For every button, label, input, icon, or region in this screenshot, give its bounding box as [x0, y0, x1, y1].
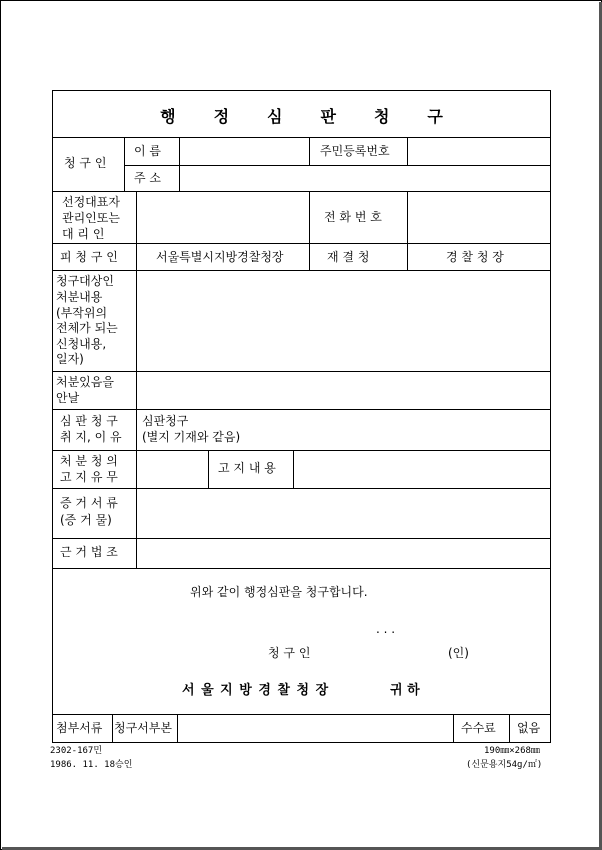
col-line	[309, 137, 310, 165]
notified-label: 처 분 청 의	[60, 454, 118, 468]
row-line	[52, 409, 551, 410]
col-line	[208, 450, 209, 488]
fee-label: 수수료	[461, 721, 496, 735]
fee-value: 없음	[517, 721, 541, 735]
col-line	[136, 191, 137, 538]
date-placeholder: . . .	[376, 622, 396, 636]
row-line	[52, 488, 551, 489]
respondent-value: 서울특별시지방경찰청장	[156, 250, 284, 264]
col-line	[407, 137, 408, 165]
disposition-label: 신청내용,	[56, 337, 107, 351]
notified-label: 고 지 유 무	[60, 470, 118, 484]
adjudicator-value: 경 찰 청 장	[446, 250, 504, 264]
row-line	[52, 568, 551, 569]
row-line	[52, 137, 551, 138]
col-line	[179, 137, 180, 191]
addressee-suffix: 귀 하	[390, 683, 420, 698]
col-line	[293, 450, 294, 488]
disposition-label: 전체가 되는	[56, 321, 118, 335]
representative-label: 선정대표자	[62, 195, 120, 209]
claimant-label: 청 구 인	[64, 156, 107, 170]
form-title: 행정심판청구	[160, 107, 481, 126]
row-line	[52, 270, 551, 271]
notice-date-label: 처분있음을	[56, 375, 114, 389]
row-line	[124, 165, 551, 166]
purpose-label: 취 지, 이 유	[60, 430, 122, 444]
row-line	[52, 371, 551, 372]
col-line	[112, 714, 113, 743]
col-line	[309, 191, 310, 270]
notice-date-label: 안날	[56, 391, 80, 405]
adjudicator-label: 재 결 청	[327, 250, 370, 264]
row-line	[52, 191, 551, 192]
attachment-label: 첨부서류	[56, 721, 103, 735]
col-line	[453, 714, 454, 743]
notice-content-label: 고 지 내 용	[218, 461, 276, 475]
col-line	[509, 714, 510, 743]
disposition-label: 청구대상인	[56, 274, 114, 288]
seal-mark: (인)	[448, 646, 469, 660]
name-label: 이 름	[134, 144, 161, 158]
purpose-value: 심판청구	[142, 414, 189, 428]
col-line	[136, 538, 137, 568]
legal-basis-label: 근 거 법 조	[60, 545, 118, 559]
row-line	[52, 538, 551, 539]
statement-text: 위와 같이 행정심판을 청구합니다.	[190, 585, 368, 599]
representative-label: 관리인또는	[62, 211, 120, 225]
representative-label: 대 리 인	[62, 227, 105, 241]
row-line	[52, 243, 551, 244]
col-line	[124, 137, 125, 191]
evidence-label: 증 거 서 류	[60, 496, 118, 510]
phone-label: 전 화 번 호	[324, 210, 382, 224]
evidence-label: (증 거 물)	[60, 513, 112, 527]
addressee: 서 울 지 방 경 찰 청 장	[182, 683, 330, 698]
col-line	[177, 714, 178, 743]
disposition-label: 처분내용	[56, 290, 103, 304]
purpose-value: (별지 기재와 같음)	[142, 430, 241, 444]
disposition-label: 일자)	[56, 352, 84, 366]
paper-size: 190㎜×268㎜	[484, 746, 540, 756]
disposition-label: (부작위의	[56, 306, 108, 320]
attachment-value: 청구서부본	[114, 721, 172, 735]
row-line	[52, 714, 551, 715]
address-label: 주 소	[134, 171, 161, 185]
signer-label: 청 구 인	[268, 646, 311, 660]
respondent-label: 피 청 구 인	[60, 250, 118, 264]
form-number: 2302-167민	[50, 746, 103, 756]
approval-date: 1986. 11. 18승인	[50, 760, 133, 770]
row-line	[52, 450, 551, 451]
purpose-label: 심 판 청 구	[60, 414, 118, 428]
paper-type: (신문용지54g/㎡)	[466, 760, 543, 770]
col-line	[407, 191, 408, 270]
rrn-label: 주민등록번호	[320, 144, 390, 158]
